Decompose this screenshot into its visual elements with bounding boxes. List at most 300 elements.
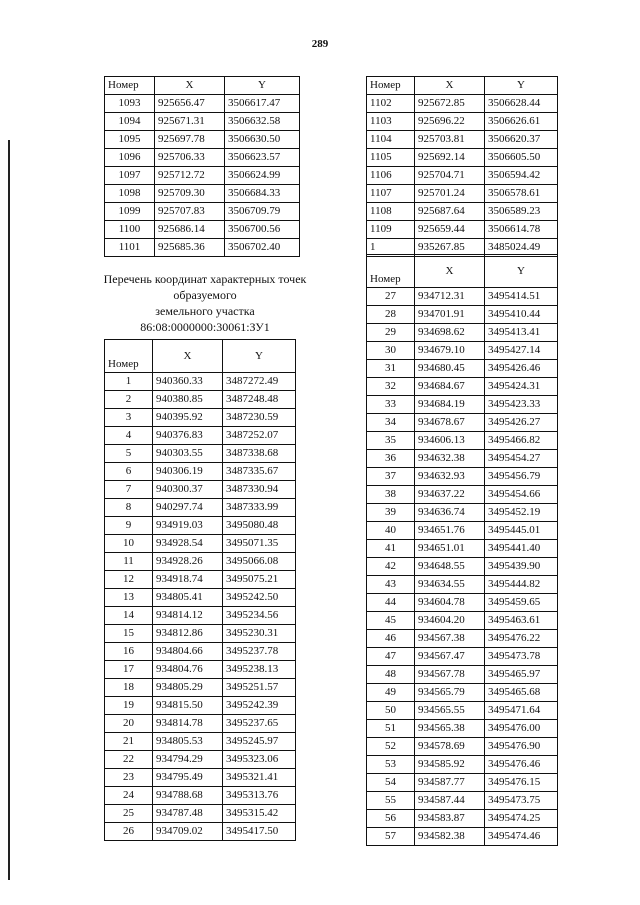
y-coordinate-cell: 3495465.68 bbox=[485, 684, 558, 702]
point-number-cell: 1093 bbox=[105, 95, 155, 113]
table-row bbox=[367, 702, 558, 720]
table-row bbox=[367, 167, 558, 185]
x-coordinate-cell: 934712.31 bbox=[415, 288, 485, 306]
point-number-cell: 1104 bbox=[367, 131, 415, 149]
table-row bbox=[105, 697, 296, 715]
y-coordinate-cell: 3495444.82 bbox=[485, 576, 558, 594]
table-row bbox=[105, 517, 296, 535]
header-x: X bbox=[153, 340, 223, 373]
point-number-cell: 1096 bbox=[105, 149, 155, 167]
parcel-caption bbox=[80, 271, 330, 335]
point-number-cell: 2 bbox=[105, 391, 153, 409]
point-number-cell: 26 bbox=[105, 823, 153, 841]
point-number-cell: 44 bbox=[367, 594, 415, 612]
table-row bbox=[367, 720, 558, 738]
x-coordinate-cell: 934679.10 bbox=[415, 342, 485, 360]
point-number-cell: 1100 bbox=[105, 221, 155, 239]
table-row bbox=[367, 486, 558, 504]
table-row bbox=[105, 373, 296, 391]
y-coordinate-cell: 3506614.78 bbox=[485, 221, 558, 239]
y-coordinate-cell: 3506589.23 bbox=[485, 203, 558, 221]
x-coordinate-cell: 934648.55 bbox=[415, 558, 485, 576]
point-number-cell: 11 bbox=[105, 553, 153, 571]
x-coordinate-cell: 925712.72 bbox=[155, 167, 225, 185]
point-number-cell: 6 bbox=[105, 463, 153, 481]
table-row bbox=[367, 576, 558, 594]
x-coordinate-cell: 925692.14 bbox=[415, 149, 485, 167]
table-row bbox=[105, 661, 296, 679]
x-coordinate-cell: 934788.68 bbox=[153, 787, 223, 805]
y-coordinate-cell: 3506624.99 bbox=[225, 167, 300, 185]
x-coordinate-cell: 934604.78 bbox=[415, 594, 485, 612]
y-coordinate-cell: 3495476.46 bbox=[485, 756, 558, 774]
point-number-cell: 56 bbox=[367, 810, 415, 828]
point-number-cell: 16 bbox=[105, 643, 153, 661]
point-number-cell: 30 bbox=[367, 342, 415, 360]
point-number-cell: 48 bbox=[367, 666, 415, 684]
x-coordinate-cell: 940395.92 bbox=[153, 409, 223, 427]
x-coordinate-cell: 925697.78 bbox=[155, 131, 225, 149]
point-number-cell: 1101 bbox=[105, 239, 155, 257]
point-number-cell: 20 bbox=[105, 715, 153, 733]
table-row bbox=[105, 463, 296, 481]
point-number-cell: 1102 bbox=[367, 95, 415, 113]
x-coordinate-cell: 934651.01 bbox=[415, 540, 485, 558]
y-coordinate-cell: 3506620.37 bbox=[485, 131, 558, 149]
point-number-cell: 1103 bbox=[367, 113, 415, 131]
x-coordinate-cell: 934805.41 bbox=[153, 589, 223, 607]
table-row bbox=[367, 306, 558, 324]
table-row bbox=[105, 113, 300, 131]
table-row bbox=[367, 450, 558, 468]
table-row bbox=[367, 684, 558, 702]
table-row bbox=[367, 540, 558, 558]
x-coordinate-cell: 925671.31 bbox=[155, 113, 225, 131]
x-coordinate-cell: 934698.62 bbox=[415, 324, 485, 342]
x-coordinate-cell: 934637.22 bbox=[415, 486, 485, 504]
table-row bbox=[367, 522, 558, 540]
point-number-cell: 7 bbox=[105, 481, 153, 499]
y-coordinate-cell: 3495463.61 bbox=[485, 612, 558, 630]
point-number-cell: 41 bbox=[367, 540, 415, 558]
table-row bbox=[367, 185, 558, 203]
x-coordinate-cell: 934565.38 bbox=[415, 720, 485, 738]
page-number: 289 bbox=[311, 38, 329, 50]
y-coordinate-cell: 3495466.82 bbox=[485, 432, 558, 450]
y-coordinate-cell: 3495242.50 bbox=[223, 589, 296, 607]
point-number-cell: 45 bbox=[367, 612, 415, 630]
x-coordinate-cell: 934928.26 bbox=[153, 553, 223, 571]
x-coordinate-cell: 925659.44 bbox=[415, 221, 485, 239]
x-coordinate-cell: 934684.19 bbox=[415, 396, 485, 414]
y-coordinate-cell: 3495413.41 bbox=[485, 324, 558, 342]
x-coordinate-cell: 940303.55 bbox=[153, 445, 223, 463]
y-coordinate-cell: 3495473.75 bbox=[485, 792, 558, 810]
y-coordinate-cell: 3495234.56 bbox=[223, 607, 296, 625]
y-coordinate-cell: 3495454.27 bbox=[485, 450, 558, 468]
table-row bbox=[367, 360, 558, 378]
y-coordinate-cell: 3495439.90 bbox=[485, 558, 558, 576]
y-coordinate-cell: 3506578.61 bbox=[485, 185, 558, 203]
point-number-cell: 27 bbox=[367, 288, 415, 306]
table-row bbox=[105, 95, 300, 113]
y-coordinate-cell: 3506709.79 bbox=[225, 203, 300, 221]
point-number-cell: 55 bbox=[367, 792, 415, 810]
x-coordinate-cell: 934567.47 bbox=[415, 648, 485, 666]
x-coordinate-cell: 934795.49 bbox=[153, 769, 223, 787]
y-coordinate-cell: 3495441.40 bbox=[485, 540, 558, 558]
table-row bbox=[367, 378, 558, 396]
x-coordinate-cell: 934684.67 bbox=[415, 378, 485, 396]
point-number-cell: 1099 bbox=[105, 203, 155, 221]
table-row bbox=[105, 203, 300, 221]
table-row bbox=[367, 221, 558, 239]
y-coordinate-cell: 3487252.07 bbox=[223, 427, 296, 445]
y-coordinate-cell: 3495426.46 bbox=[485, 360, 558, 378]
table-row bbox=[105, 427, 296, 445]
point-number-cell: 37 bbox=[367, 468, 415, 486]
point-number-cell: 51 bbox=[367, 720, 415, 738]
table-row bbox=[105, 167, 300, 185]
x-coordinate-cell: 940297.74 bbox=[153, 499, 223, 517]
y-coordinate-cell: 3495245.97 bbox=[223, 733, 296, 751]
header-number: Номер bbox=[105, 340, 153, 373]
y-coordinate-cell: 3495427.14 bbox=[485, 342, 558, 360]
y-coordinate-cell: 3506700.56 bbox=[225, 221, 300, 239]
point-number-cell: 5 bbox=[105, 445, 153, 463]
table-row bbox=[367, 756, 558, 774]
y-coordinate-cell: 3506632.58 bbox=[225, 113, 300, 131]
x-coordinate-cell: 925704.71 bbox=[415, 167, 485, 185]
y-coordinate-cell: 3506617.47 bbox=[225, 95, 300, 113]
y-coordinate-cell: 3506594.42 bbox=[485, 167, 558, 185]
x-coordinate-cell: 934812.86 bbox=[153, 625, 223, 643]
x-coordinate-cell: 934567.78 bbox=[415, 666, 485, 684]
y-coordinate-cell: 3495237.65 bbox=[223, 715, 296, 733]
x-coordinate-cell: 934918.74 bbox=[153, 571, 223, 589]
table-row bbox=[105, 149, 300, 167]
coordinates-table-continued-right bbox=[366, 76, 558, 257]
y-coordinate-cell: 3495476.15 bbox=[485, 774, 558, 792]
table-row bbox=[105, 409, 296, 427]
table-row bbox=[105, 571, 296, 589]
point-number-cell: 43 bbox=[367, 576, 415, 594]
y-coordinate-cell: 3506623.57 bbox=[225, 149, 300, 167]
y-coordinate-cell: 3485024.49 bbox=[485, 239, 558, 257]
point-number-cell: 29 bbox=[367, 324, 415, 342]
y-coordinate-cell: 3495476.00 bbox=[485, 720, 558, 738]
point-number-cell: 52 bbox=[367, 738, 415, 756]
point-number-cell: 49 bbox=[367, 684, 415, 702]
y-coordinate-cell: 3506626.61 bbox=[485, 113, 558, 131]
y-coordinate-cell: 3506702.40 bbox=[225, 239, 300, 257]
table-row bbox=[105, 751, 296, 769]
point-number-cell: 4 bbox=[105, 427, 153, 445]
x-coordinate-cell: 934585.92 bbox=[415, 756, 485, 774]
table-row bbox=[367, 810, 558, 828]
table-row bbox=[105, 131, 300, 149]
point-number-cell: 1095 bbox=[105, 131, 155, 149]
table-row bbox=[367, 648, 558, 666]
caption-line-3: земельного участка bbox=[155, 304, 255, 318]
x-coordinate-cell: 925656.47 bbox=[155, 95, 225, 113]
header-y: Y bbox=[485, 77, 558, 95]
table-row bbox=[367, 149, 558, 167]
y-coordinate-cell: 3495426.27 bbox=[485, 414, 558, 432]
table-row bbox=[367, 342, 558, 360]
table-row bbox=[105, 679, 296, 697]
table-row bbox=[367, 558, 558, 576]
y-coordinate-cell: 3495251.57 bbox=[223, 679, 296, 697]
table-row bbox=[105, 625, 296, 643]
y-coordinate-cell: 3495313.76 bbox=[223, 787, 296, 805]
y-coordinate-cell: 3495452.19 bbox=[485, 504, 558, 522]
x-coordinate-cell: 940300.37 bbox=[153, 481, 223, 499]
x-coordinate-cell: 934709.02 bbox=[153, 823, 223, 841]
x-coordinate-cell: 934701.91 bbox=[415, 306, 485, 324]
x-coordinate-cell: 934678.67 bbox=[415, 414, 485, 432]
table-row bbox=[367, 288, 558, 306]
x-coordinate-cell: 934606.13 bbox=[415, 432, 485, 450]
y-coordinate-cell: 3495417.50 bbox=[223, 823, 296, 841]
point-number-cell: 38 bbox=[367, 486, 415, 504]
x-coordinate-cell: 934587.44 bbox=[415, 792, 485, 810]
point-number-cell: 36 bbox=[367, 450, 415, 468]
y-coordinate-cell: 3495230.31 bbox=[223, 625, 296, 643]
y-coordinate-cell: 3487333.99 bbox=[223, 499, 296, 517]
x-coordinate-cell: 934632.93 bbox=[415, 468, 485, 486]
point-number-cell: 1 bbox=[367, 239, 415, 257]
x-coordinate-cell: 934578.69 bbox=[415, 738, 485, 756]
point-number-cell: 1094 bbox=[105, 113, 155, 131]
x-coordinate-cell: 925706.33 bbox=[155, 149, 225, 167]
point-number-cell: 53 bbox=[367, 756, 415, 774]
point-number-cell: 32 bbox=[367, 378, 415, 396]
y-coordinate-cell: 3495423.33 bbox=[485, 396, 558, 414]
scan-edge-mark bbox=[8, 140, 10, 880]
header-number: Номер bbox=[105, 77, 155, 95]
point-number-cell: 12 bbox=[105, 571, 153, 589]
table-row bbox=[367, 594, 558, 612]
header-x: X bbox=[415, 77, 485, 95]
point-number-cell: 13 bbox=[105, 589, 153, 607]
table-row bbox=[367, 324, 558, 342]
table-row bbox=[367, 131, 558, 149]
point-number-cell: 1107 bbox=[367, 185, 415, 203]
point-number-cell: 46 bbox=[367, 630, 415, 648]
table-row bbox=[105, 769, 296, 787]
x-coordinate-cell: 934634.55 bbox=[415, 576, 485, 594]
table-row bbox=[105, 715, 296, 733]
y-coordinate-cell: 3487248.48 bbox=[223, 391, 296, 409]
point-number-cell: 19 bbox=[105, 697, 153, 715]
table-row bbox=[105, 643, 296, 661]
point-number-cell: 42 bbox=[367, 558, 415, 576]
point-number-cell: 1106 bbox=[367, 167, 415, 185]
y-coordinate-cell: 3506684.33 bbox=[225, 185, 300, 203]
table-row bbox=[105, 805, 296, 823]
point-number-cell: 28 bbox=[367, 306, 415, 324]
point-number-cell: 34 bbox=[367, 414, 415, 432]
y-coordinate-cell: 3495476.22 bbox=[485, 630, 558, 648]
parcel-coordinates-table-right bbox=[366, 254, 558, 846]
point-number-cell: 40 bbox=[367, 522, 415, 540]
y-coordinate-cell: 3495242.39 bbox=[223, 697, 296, 715]
point-number-cell: 14 bbox=[105, 607, 153, 625]
x-coordinate-cell: 934587.77 bbox=[415, 774, 485, 792]
x-coordinate-cell: 940380.85 bbox=[153, 391, 223, 409]
y-coordinate-cell: 3495075.21 bbox=[223, 571, 296, 589]
table-row bbox=[105, 445, 296, 463]
caption-line-4: 86:08:0000000:30061:ЗУ1 bbox=[140, 320, 270, 334]
table-row bbox=[367, 828, 558, 846]
point-number-cell: 1108 bbox=[367, 203, 415, 221]
header-x: X bbox=[415, 255, 485, 288]
y-coordinate-cell: 3495315.42 bbox=[223, 805, 296, 823]
caption-line-2: образуемого bbox=[173, 288, 237, 302]
header-x: X bbox=[155, 77, 225, 95]
y-coordinate-cell: 3487272.49 bbox=[223, 373, 296, 391]
header-number: Номер bbox=[367, 255, 415, 288]
point-number-cell: 17 bbox=[105, 661, 153, 679]
x-coordinate-cell: 934565.55 bbox=[415, 702, 485, 720]
table-row bbox=[367, 666, 558, 684]
y-coordinate-cell: 3495474.46 bbox=[485, 828, 558, 846]
point-number-cell: 3 bbox=[105, 409, 153, 427]
point-number-cell: 9 bbox=[105, 517, 153, 535]
point-number-cell: 47 bbox=[367, 648, 415, 666]
y-coordinate-cell: 3495321.41 bbox=[223, 769, 296, 787]
point-number-cell: 57 bbox=[367, 828, 415, 846]
point-number-cell: 1098 bbox=[105, 185, 155, 203]
table-row bbox=[105, 823, 296, 841]
x-coordinate-cell: 925703.81 bbox=[415, 131, 485, 149]
table-row bbox=[367, 612, 558, 630]
x-coordinate-cell: 934928.54 bbox=[153, 535, 223, 553]
x-coordinate-cell: 925707.83 bbox=[155, 203, 225, 221]
y-coordinate-cell: 3487330.94 bbox=[223, 481, 296, 499]
table-row bbox=[367, 414, 558, 432]
y-coordinate-cell: 3495080.48 bbox=[223, 517, 296, 535]
y-coordinate-cell: 3495238.13 bbox=[223, 661, 296, 679]
y-coordinate-cell: 3506630.50 bbox=[225, 131, 300, 149]
point-number-cell: 10 bbox=[105, 535, 153, 553]
table-row bbox=[105, 391, 296, 409]
x-coordinate-cell: 934632.38 bbox=[415, 450, 485, 468]
table-row bbox=[105, 787, 296, 805]
table-row bbox=[367, 792, 558, 810]
y-coordinate-cell: 3495237.78 bbox=[223, 643, 296, 661]
x-coordinate-cell: 934794.29 bbox=[153, 751, 223, 769]
x-coordinate-cell: 934565.79 bbox=[415, 684, 485, 702]
caption-line-1: Перечень координат характерных точек bbox=[103, 272, 307, 286]
point-number-cell: 18 bbox=[105, 679, 153, 697]
point-number-cell: 25 bbox=[105, 805, 153, 823]
table-row bbox=[105, 185, 300, 203]
y-coordinate-cell: 3495066.08 bbox=[223, 553, 296, 571]
x-coordinate-cell: 940306.19 bbox=[153, 463, 223, 481]
y-coordinate-cell: 3495414.51 bbox=[485, 288, 558, 306]
y-coordinate-cell: 3495456.79 bbox=[485, 468, 558, 486]
x-coordinate-cell: 934815.50 bbox=[153, 697, 223, 715]
point-number-cell: 1 bbox=[105, 373, 153, 391]
x-coordinate-cell: 934651.76 bbox=[415, 522, 485, 540]
y-coordinate-cell: 3495454.66 bbox=[485, 486, 558, 504]
y-coordinate-cell: 3495445.01 bbox=[485, 522, 558, 540]
point-number-cell: 1097 bbox=[105, 167, 155, 185]
x-coordinate-cell: 940376.83 bbox=[153, 427, 223, 445]
y-coordinate-cell: 3495459.65 bbox=[485, 594, 558, 612]
y-coordinate-cell: 3495476.90 bbox=[485, 738, 558, 756]
table-row bbox=[367, 630, 558, 648]
x-coordinate-cell: 934814.78 bbox=[153, 715, 223, 733]
x-coordinate-cell: 934919.03 bbox=[153, 517, 223, 535]
x-coordinate-cell: 925696.22 bbox=[415, 113, 485, 131]
table-row bbox=[367, 774, 558, 792]
header-number: Номер bbox=[367, 77, 415, 95]
table-row bbox=[367, 203, 558, 221]
y-coordinate-cell: 3495410.44 bbox=[485, 306, 558, 324]
x-coordinate-cell: 934805.29 bbox=[153, 679, 223, 697]
parcel-coordinates-table-left bbox=[104, 339, 296, 841]
x-coordinate-cell: 935267.85 bbox=[415, 239, 485, 257]
table-row bbox=[367, 95, 558, 113]
table-row bbox=[105, 589, 296, 607]
x-coordinate-cell: 925685.36 bbox=[155, 239, 225, 257]
point-number-cell: 15 bbox=[105, 625, 153, 643]
point-number-cell: 31 bbox=[367, 360, 415, 378]
x-coordinate-cell: 925672.85 bbox=[415, 95, 485, 113]
y-coordinate-cell: 3495323.06 bbox=[223, 751, 296, 769]
point-number-cell: 1105 bbox=[367, 149, 415, 167]
y-coordinate-cell: 3506605.50 bbox=[485, 149, 558, 167]
y-coordinate-cell: 3487230.59 bbox=[223, 409, 296, 427]
point-number-cell: 23 bbox=[105, 769, 153, 787]
table-row bbox=[105, 535, 296, 553]
point-number-cell: 39 bbox=[367, 504, 415, 522]
x-coordinate-cell: 934787.48 bbox=[153, 805, 223, 823]
header-y: Y bbox=[225, 77, 300, 95]
x-coordinate-cell: 934680.45 bbox=[415, 360, 485, 378]
point-number-cell: 8 bbox=[105, 499, 153, 517]
point-number-cell: 33 bbox=[367, 396, 415, 414]
point-number-cell: 35 bbox=[367, 432, 415, 450]
x-coordinate-cell: 925709.30 bbox=[155, 185, 225, 203]
table-row bbox=[367, 432, 558, 450]
table-row bbox=[367, 468, 558, 486]
y-coordinate-cell: 3495471.64 bbox=[485, 702, 558, 720]
table-row bbox=[367, 504, 558, 522]
x-coordinate-cell: 934805.53 bbox=[153, 733, 223, 751]
point-number-cell: 50 bbox=[367, 702, 415, 720]
y-coordinate-cell: 3487335.67 bbox=[223, 463, 296, 481]
x-coordinate-cell: 934583.87 bbox=[415, 810, 485, 828]
y-coordinate-cell: 3487338.68 bbox=[223, 445, 296, 463]
table-row bbox=[105, 239, 300, 257]
point-number-cell: 22 bbox=[105, 751, 153, 769]
header-y: Y bbox=[485, 255, 558, 288]
table-row bbox=[367, 396, 558, 414]
point-number-cell: 21 bbox=[105, 733, 153, 751]
x-coordinate-cell: 925686.14 bbox=[155, 221, 225, 239]
x-coordinate-cell: 934804.66 bbox=[153, 643, 223, 661]
table-row bbox=[105, 481, 296, 499]
y-coordinate-cell: 3495071.35 bbox=[223, 535, 296, 553]
x-coordinate-cell: 940360.33 bbox=[153, 373, 223, 391]
y-coordinate-cell: 3495474.25 bbox=[485, 810, 558, 828]
x-coordinate-cell: 934604.20 bbox=[415, 612, 485, 630]
coordinates-table-continued-left bbox=[104, 76, 300, 257]
